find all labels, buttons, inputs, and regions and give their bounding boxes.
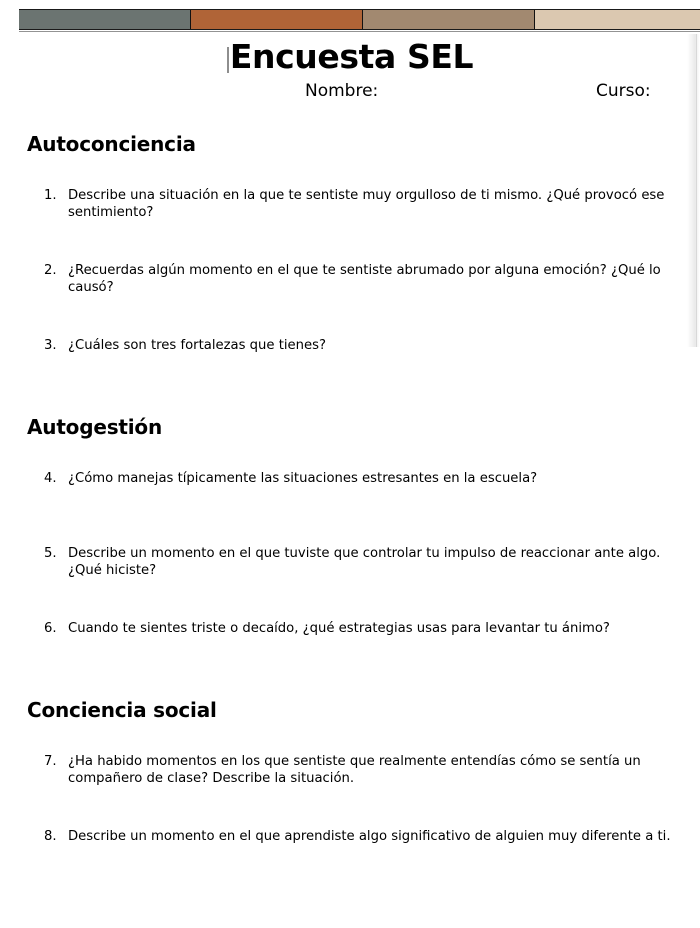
question-item <box>0 754 700 788</box>
section-heading-autogestion: Autogestión <box>27 415 162 439</box>
question-number: 8. <box>44 829 57 844</box>
question-number: 3. <box>44 338 57 353</box>
question-text: ¿Cómo manejas típicamente las situaciones estresantes en la escuela? <box>68 471 538 486</box>
question-text: Describe un momento en el que aprendiste algo significativo de alguien muy diferente a ti. <box>68 829 671 844</box>
document-header <box>0 38 700 106</box>
header-fields-row <box>0 80 700 106</box>
question-text: Cuando te sientes triste o decaído, ¿qué estrategias usas para levantar tu ánimo? <box>68 621 610 636</box>
question-item <box>0 188 700 222</box>
curso-field-label: Curso: <box>596 81 651 101</box>
band-segment-slate-gray <box>19 10 191 29</box>
decorative-color-band <box>0 0 700 34</box>
section-heading-autoconciencia: Autoconciencia <box>27 132 196 156</box>
question-item <box>0 546 700 580</box>
band-segment-burnt-orange <box>191 10 363 29</box>
section-autoconciencia <box>0 130 700 372</box>
question-text: Describe un momento en el que tuviste que controlar tu impulso de reaccionar ante algo. ¿Qué hiciste? <box>68 546 661 578</box>
question-item <box>0 829 700 863</box>
question-item <box>0 263 700 297</box>
question-text: ¿Ha habido momentos en los que sentiste que realmente entendías cómo se sentía un compañero de clase? Describe la situación. <box>68 754 641 786</box>
question-text: ¿Recuerdas algún momento en el que te sentiste abrumado por alguna emoción? ¿Qué lo causó? <box>68 263 661 295</box>
question-number: 6. <box>44 621 57 636</box>
section-autogestion <box>0 413 700 655</box>
nombre-field-label: Nombre: <box>305 81 379 101</box>
question-text: Describe una situación en la que te sentiste muy orgulloso de ti mismo. ¿Qué provocó ese sentimiento? <box>68 188 665 220</box>
question-text: ¿Cuáles son tres fortalezas que tienes? <box>68 338 327 353</box>
question-item <box>0 471 700 505</box>
question-number: 4. <box>44 471 57 486</box>
question-number: 2. <box>44 263 57 278</box>
document-body <box>0 130 700 904</box>
question-item <box>0 338 700 372</box>
question-number: 5. <box>44 546 57 561</box>
band-underline <box>19 31 700 32</box>
question-list-conciencia-social <box>0 754 700 863</box>
question-number: 1. <box>44 188 57 203</box>
section-conciencia-social <box>0 696 700 863</box>
page-title <box>0 38 700 76</box>
color-band-strip <box>19 9 700 30</box>
section-heading-conciencia-social: Conciencia social <box>27 698 217 722</box>
band-segment-taupe <box>363 10 536 29</box>
question-list-autoconciencia <box>0 188 700 372</box>
page-title-text: Encuesta SEL <box>229 37 474 76</box>
band-segment-light-beige <box>535 10 700 29</box>
text-cursor-caret <box>227 47 229 73</box>
question-list-autogestion <box>0 471 700 655</box>
question-item <box>0 621 700 655</box>
question-number: 7. <box>44 754 57 769</box>
